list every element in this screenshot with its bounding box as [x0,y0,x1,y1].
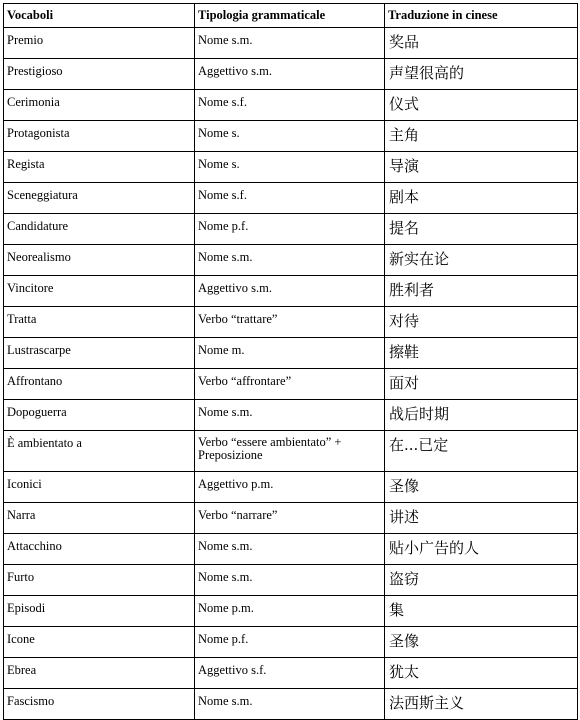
cell-traduzione: 讲述 [385,503,578,534]
cell-vocabolo: Fascismo [4,689,195,720]
cell-tipologia: Nome s.m. [195,689,385,720]
cell-tipologia-text: Verbo “essere ambientato” + Preposizione [198,435,342,462]
table-header-row [4,4,578,28]
table-row [4,565,578,596]
table-row [4,534,578,565]
cell-tipologia: Nome s.m. [195,565,385,596]
vocabulary-table [3,3,578,720]
cell-tipologia: Nome s.m. [195,245,385,276]
cell-vocabolo: Icone [4,627,195,658]
cell-vocabolo: Tratta [4,307,195,338]
cell-vocabolo: Lustrascarpe [4,338,195,369]
cell-vocabolo: Dopoguerra [4,400,195,431]
cell-tipologia: Aggettivo s.f. [195,658,385,689]
cell-tipologia: Nome p.f. [195,627,385,658]
cell-vocabolo: Cerimonia [4,90,195,121]
cell-traduzione: 在...已定 [385,431,578,472]
cell-traduzione: 战后时期 [385,400,578,431]
table-row [4,307,578,338]
table-row [4,431,578,472]
cell-vocabolo: Premio [4,28,195,59]
table-row [4,472,578,503]
cell-vocabolo: Candidature [4,214,195,245]
cell-vocabolo: Furto [4,565,195,596]
cell-vocabolo: Affrontano [4,369,195,400]
cell-tipologia: Nome s.m. [195,28,385,59]
cell-traduzione: 仪式 [385,90,578,121]
table-row [4,90,578,121]
cell-traduzione: 集 [385,596,578,627]
cell-tipologia: Nome s.m. [195,534,385,565]
cell-traduzione: 对待 [385,307,578,338]
table-row [4,183,578,214]
cell-tipologia: Nome s.f. [195,90,385,121]
cell-traduzione: 圣像 [385,472,578,503]
cell-vocabolo: Sceneggiatura [4,183,195,214]
table-row [4,369,578,400]
cell-tipologia: Nome s. [195,121,385,152]
cell-vocabolo: È ambientato a [4,431,195,472]
table-row [4,627,578,658]
cell-tipologia: Nome s.f. [195,183,385,214]
cell-tipologia: Aggettivo s.m. [195,59,385,90]
cell-traduzione: 擦鞋 [385,338,578,369]
cell-tipologia: Nome s. [195,152,385,183]
cell-traduzione: 犹太 [385,658,578,689]
cell-tipologia [195,431,385,472]
cell-traduzione: 面对 [385,369,578,400]
table-row [4,121,578,152]
cell-traduzione: 导演 [385,152,578,183]
table-row [4,338,578,369]
table-row [4,245,578,276]
cell-vocabolo: Vincitore [4,276,195,307]
table-row [4,152,578,183]
cell-tipologia: Nome m. [195,338,385,369]
header-tipologia: Tipologia grammaticale [195,4,385,28]
cell-traduzione: 法西斯主义 [385,689,578,720]
header-traduzione: Traduzione in cinese [385,4,578,28]
cell-traduzione: 圣像 [385,627,578,658]
table-row [4,59,578,90]
cell-traduzione: 声望很高的 [385,59,578,90]
cell-tipologia: Verbo “narrare” [195,503,385,534]
cell-traduzione: 贴小广告的人 [385,534,578,565]
cell-tipologia: Aggettivo p.m. [195,472,385,503]
cell-traduzione: 盗窃 [385,565,578,596]
cell-vocabolo: Neorealismo [4,245,195,276]
cell-vocabolo: Narra [4,503,195,534]
cell-vocabolo: Protagonista [4,121,195,152]
cell-traduzione: 胜利者 [385,276,578,307]
cell-traduzione: 提名 [385,214,578,245]
cell-tipologia: Verbo “affrontare” [195,369,385,400]
cell-vocabolo: Iconici [4,472,195,503]
table-row [4,596,578,627]
cell-vocabolo: Prestigioso [4,59,195,90]
cell-vocabolo: Regista [4,152,195,183]
table-row [4,28,578,59]
cell-traduzione: 主角 [385,121,578,152]
cell-traduzione: 新实在论 [385,245,578,276]
cell-tipologia: Nome p.m. [195,596,385,627]
cell-vocabolo: Attacchino [4,534,195,565]
table-row [4,689,578,720]
cell-tipologia: Nome p.f. [195,214,385,245]
cell-tipologia: Nome s.m. [195,400,385,431]
cell-vocabolo: Ebrea [4,658,195,689]
cell-traduzione: 剧本 [385,183,578,214]
cell-vocabolo: Episodi [4,596,195,627]
cell-tipologia: Aggettivo s.m. [195,276,385,307]
table-row [4,658,578,689]
table-row [4,400,578,431]
table-row [4,503,578,534]
cell-tipologia: Verbo “trattare” [195,307,385,338]
table-row [4,276,578,307]
table-row [4,214,578,245]
cell-traduzione: 奖品 [385,28,578,59]
header-vocaboli: Vocaboli [4,4,195,28]
